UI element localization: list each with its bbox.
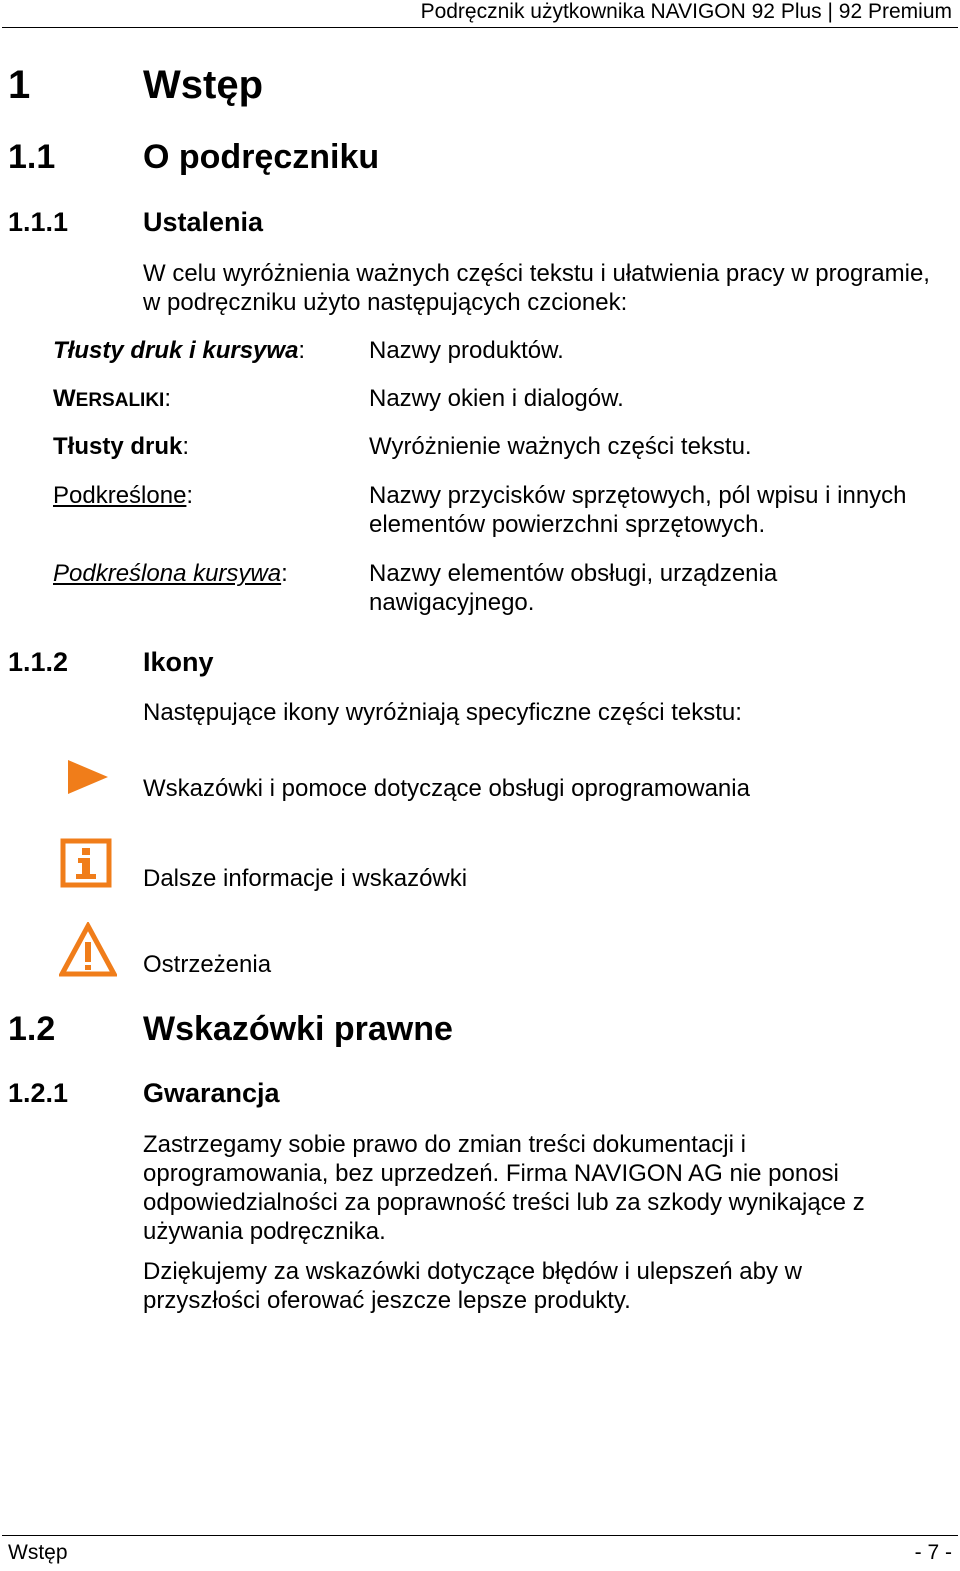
- convention-definition: Nazwy okien i dialogów.: [369, 385, 624, 412]
- play-arrow-icon: [66, 758, 110, 796]
- section-title: Wskazówki prawne: [143, 1010, 453, 1048]
- chapter-number: 1: [8, 63, 31, 107]
- icon-description: Ostrzeżenia: [143, 951, 272, 978]
- section-title: O podręczniku: [143, 138, 380, 176]
- thanks-paragraph: Dziękujemy za wskazówki dotyczące błędów i ulepszeń aby w przyszłości oferować jeszcze lepsze produkty.: [143, 1258, 802, 1314]
- section-number: 1.1: [8, 138, 56, 176]
- info-icon: [60, 838, 112, 888]
- convention-term-small-caps: WERSALIKI:: [53, 385, 172, 412]
- icon-description: Dalsze informacje i wskazówki: [143, 865, 468, 892]
- warranty-paragraph: Zastrzegamy sobie prawo do zmian treści dokumentacji i oprogramowania, bez uprzedzeń. Firma NAVIGON AG nie ponosi odpowiedzialności za poprawność treści lub za szkody wynikające z używania podręcznika.: [143, 1131, 865, 1245]
- section-number: 1.2: [8, 1010, 56, 1048]
- subsection-number: 1.2.1: [8, 1078, 69, 1108]
- footer-rule: [2, 1535, 958, 1536]
- convention-term-underline-italic: Podkreślona kursywa:: [53, 560, 288, 587]
- warning-icon: [59, 922, 117, 978]
- convention-definition: Nazwy elementów obsługi, urządzenia nawigacyjnego.: [369, 560, 778, 616]
- subsection-number: 1.1.2: [8, 647, 69, 677]
- convention-definition: Nazwy przycisków sprzętowych, pól wpisu i innych elementów powierzchni sprzętowych.: [369, 482, 907, 538]
- subsection-title: Gwarancja: [143, 1078, 280, 1108]
- subsection-title: Ikony: [143, 647, 214, 677]
- convention-term-bold-italic: Tłusty druk i kursywa:: [53, 337, 306, 364]
- intro-paragraph: W celu wyróżnienia ważnych części tekstu i ułatwienia pracy w programie, w podręczniku użyto następujących czcionek:: [143, 260, 930, 316]
- convention-term-bold: Tłusty druk:: [53, 433, 190, 460]
- header-rule: [2, 27, 958, 28]
- icons-intro: Następujące ikony wyróżniają specyficzne części tekstu:: [143, 699, 742, 726]
- subsection-number: 1.1.1: [8, 207, 69, 237]
- footer-chapter: Wstęp: [8, 1541, 68, 1564]
- convention-definition: Nazwy produktów.: [369, 337, 564, 364]
- icon-description: Wskazówki i pomoce dotyczące obsługi oprogramowania: [143, 775, 750, 802]
- convention-definition: Wyróżnienie ważnych części tekstu.: [369, 433, 752, 460]
- subsection-title: Ustalenia: [143, 207, 264, 237]
- convention-term-underline: Podkreślone:: [53, 482, 194, 509]
- page-number: - 7 -: [914, 1541, 952, 1564]
- chapter-title: Wstęp: [143, 63, 263, 107]
- page-header: Podręcznik użytkownika NAVIGON 92 Plus | 92 Premium: [420, 0, 952, 23]
